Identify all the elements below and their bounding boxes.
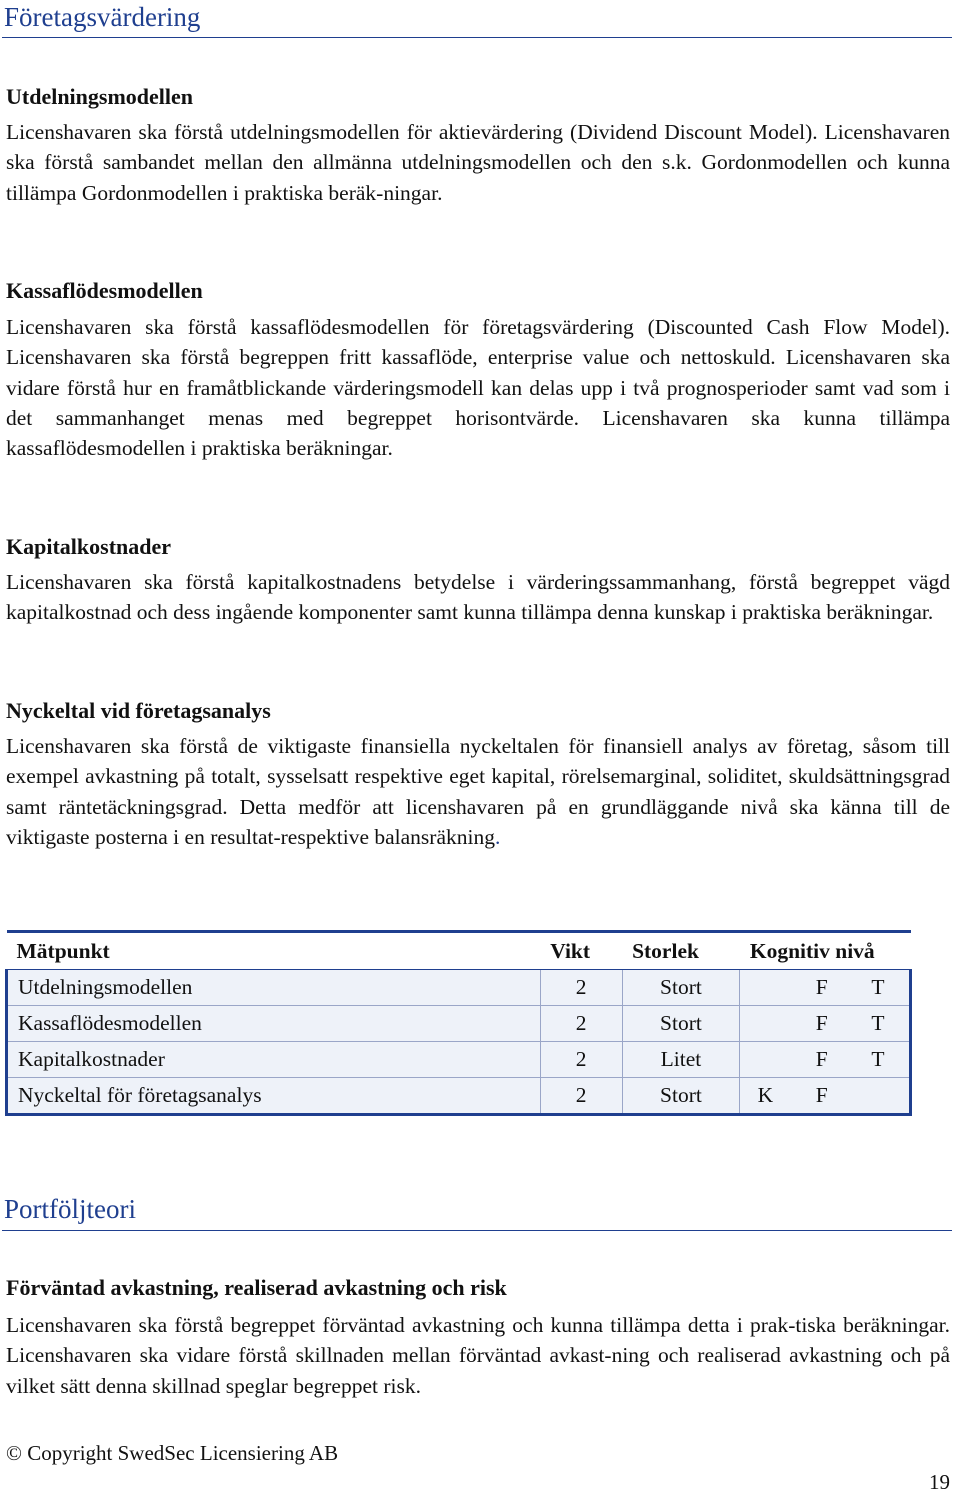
table-row bbox=[7, 1006, 911, 1042]
table-header-row bbox=[7, 932, 911, 970]
paragraph-kapitalkostnader: Licenshavaren ska förstå kapitalkostnadens betydelse i värderingssammanhang, förstå begreppet vägd kapitalkostnad och dess ingående komponenter samt kunna tillämpa denna kunskap i praktiska beräkningar. bbox=[6, 570, 950, 625]
cell-matpunkt: Kapitalkostnader bbox=[7, 1042, 541, 1078]
assessment-table bbox=[5, 930, 912, 1116]
header-kognitiv-niva: Kognitiv nivå bbox=[740, 932, 911, 970]
header-matpunkt: Mätpunkt bbox=[7, 932, 541, 970]
cell-vikt: 2 bbox=[540, 970, 622, 1006]
cell-storlek: Litet bbox=[622, 1042, 740, 1078]
page-number: 19 bbox=[929, 1470, 950, 1494]
heading-forvantad-avkastning: Förväntad avkastning, realiserad avkastning och risk bbox=[6, 1275, 507, 1300]
heading-kapitalkostnader: Kapitalkostnader bbox=[6, 534, 172, 559]
cogn-k: K bbox=[757, 1083, 774, 1107]
cogn-k bbox=[750, 975, 780, 1000]
heading-utdelningsmodellen: Utdelningsmodellen bbox=[6, 84, 194, 109]
cogn-f: F bbox=[815, 1083, 828, 1107]
table-row bbox=[7, 1078, 911, 1115]
cell-storlek: Stort bbox=[622, 1006, 740, 1042]
cogn-k bbox=[750, 1011, 780, 1036]
header-vikt: Vikt bbox=[540, 932, 622, 970]
section-rule bbox=[2, 37, 952, 38]
table-row bbox=[7, 1042, 911, 1078]
cell-vikt: 2 bbox=[540, 1006, 622, 1042]
section-title-foretagsvardering: Företagsvärdering bbox=[4, 2, 201, 32]
cell-matpunkt: Utdelningsmodellen bbox=[7, 970, 541, 1006]
cogn-t: T bbox=[871, 1011, 885, 1035]
heading-nyckeltal: Nyckeltal vid företagsanalys bbox=[6, 698, 271, 723]
paragraph-nyckeltal-period: . bbox=[494, 824, 501, 849]
cell-kognitiv bbox=[740, 970, 911, 1006]
cogn-f: F bbox=[815, 975, 828, 999]
cell-storlek: Stort bbox=[622, 970, 740, 1006]
cogn-k bbox=[750, 1047, 780, 1072]
heading-kassaflodesmodellen: Kassaflödesmodellen bbox=[6, 278, 203, 303]
copyright-footer: © Copyright SwedSec Licensiering AB bbox=[6, 1441, 339, 1465]
cell-kognitiv bbox=[740, 1078, 911, 1115]
cogn-f: F bbox=[815, 1011, 828, 1035]
paragraph-utdelningsmodellen: Licenshavaren ska förstå utdelningsmodellen för aktievärdering (Dividend Discount Model). Licenshavaren ska förstå sambandet mellan den allmänna utdelningsmodellen och den s.k. Gordonmodellen och kunna tillämpa Gordonmodellen i praktiska beräk-ningar. bbox=[6, 120, 950, 205]
cogn-t: T bbox=[871, 1047, 885, 1071]
cell-vikt: 2 bbox=[540, 1042, 622, 1078]
table-row bbox=[7, 970, 911, 1006]
cogn-t: T bbox=[871, 975, 885, 999]
section-rule bbox=[2, 1230, 952, 1231]
cell-matpunkt: Kassaflödesmodellen bbox=[7, 1006, 541, 1042]
section-title-portfoljteori: Portföljteori bbox=[4, 1194, 136, 1224]
cogn-t bbox=[863, 1083, 893, 1108]
paragraph-nyckeltal bbox=[6, 731, 950, 852]
cell-matpunkt: Nyckeltal för företagsanalys bbox=[7, 1078, 541, 1115]
paragraph-nyckeltal-text: Licenshavaren ska förstå de viktigaste finansiella nyckeltalen för finansiell analys av företag, såsom till exempel avkastning på totalt, sysselsatt respektive eget kapital, rörelsemarginal, soliditet, skuldsättningsgrad samt räntetäckningsgrad. Detta medför att licenshavaren på en grundläggande nivå ska känna till de viktigaste posterna i en resultat-respektive balansräkning bbox=[6, 734, 950, 849]
paragraph-kassaflodesmodellen: Licenshavaren ska förstå kassaflödesmodellen för företagsvärdering (Discounted Cash Flow Model). Licenshavaren ska förstå begreppen fritt kassaflöde, enterprise value och nettoskuld. Licenshavaren ska vidare förstå hur en framåtblickande värderingsmodell kan delas upp i två prognosperioder samt vad som i det sammanhanget menas med begreppet horisontvärde. Licenshavaren ska kunna tillämpa kassaflödesmodellen i praktiska beräkningar. bbox=[6, 315, 950, 461]
cogn-f: F bbox=[815, 1047, 828, 1071]
paragraph-forvantad-avkastning: Licenshavaren ska förstå begreppet förväntad avkastning och kunna tillämpa detta i prak-tiska beräkningar. Licenshavaren ska vidare förstå skillnaden mellan förväntad avkast-ning och realiserad avkastning och på vilket sätt denna skillnad speglar begreppet risk. bbox=[6, 1313, 950, 1398]
cell-storlek: Stort bbox=[622, 1078, 740, 1115]
cell-kognitiv bbox=[740, 1042, 911, 1078]
header-storlek: Storlek bbox=[622, 932, 740, 970]
cell-vikt: 2 bbox=[540, 1078, 622, 1115]
cell-kognitiv bbox=[740, 1006, 911, 1042]
